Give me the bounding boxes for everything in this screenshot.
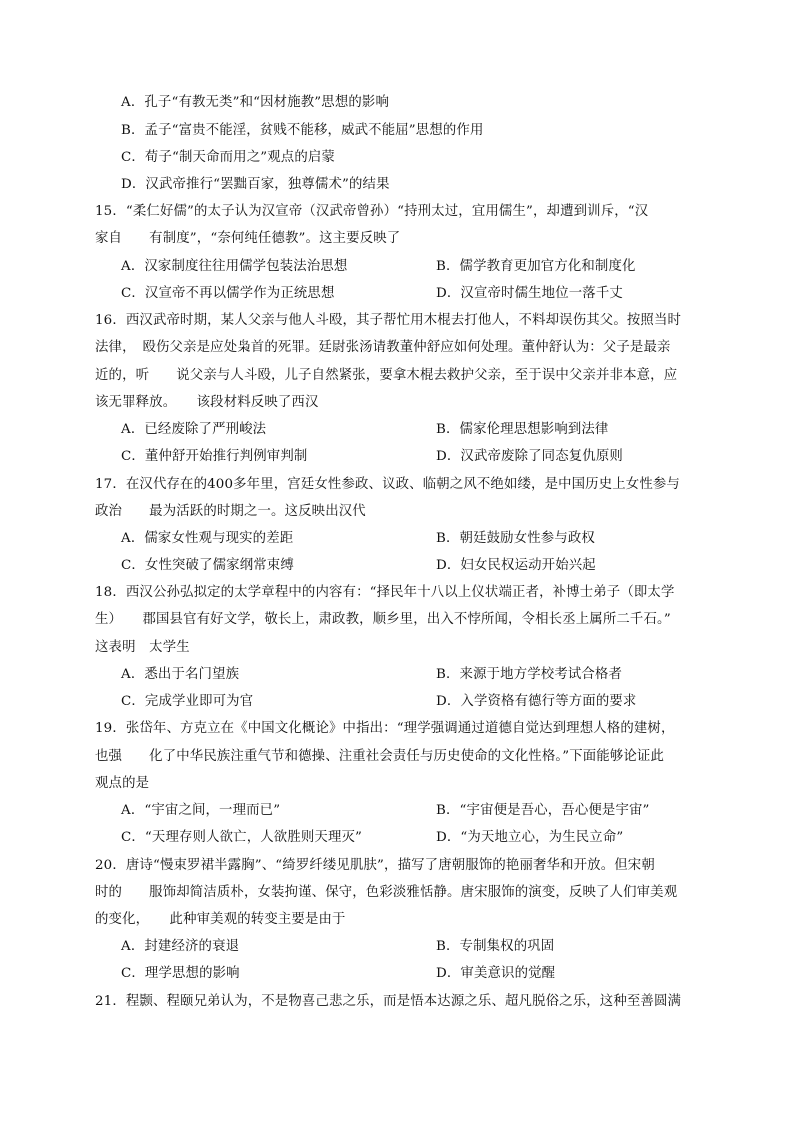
- q20-option-d: D．审美意识的觉醒: [436, 966, 556, 981]
- q14-option-a: A．孔子“有教无类”和“因材施教”思想的影响: [121, 95, 389, 110]
- q20-stem-line3: 的变化， 此种审美观的转变主要是由于: [95, 912, 346, 927]
- q15-option-c: C．汉宣帝不再以儒学作为正统思想: [121, 286, 335, 301]
- q15-stem-line2: 家自 有制度”，“奈何纯任德教”。这主要反映了: [95, 231, 401, 246]
- q21-stem-line1: 21．程颢、程颐兄弟认为，不是物喜己悲之乐，而是悟本达源之乐、超凡脱俗之乐，这种至善圆满: [95, 994, 682, 1009]
- q20-stem-line1: 20．唐诗“慢束罗裙半露胸”、“绮罗纤缕见肌肤”，描写了唐朝服饰的艳丽奢华和开放。但宋朝: [95, 858, 655, 873]
- q16-option-b: B．儒家伦理思想影响到法律: [436, 422, 609, 437]
- q17-stem-line1: 17．在汉代存在的400多年里，宫廷女性参政、议政、临朝之风不绝如缕，是中国历史上女性参与: [95, 477, 680, 492]
- q14-option-d: D．汉武帝推行“罢黜百家，独尊儒术”的结果: [121, 177, 390, 192]
- q14-option-b: B．孟子“富贵不能淫，贫贱不能移，威武不能屈”思想的作用: [121, 123, 484, 138]
- q18-stem-line1: 18．西汉公孙弘拟定的太学章程中的内容有：“择民年十八以上仪状端正者，补博士弟子（即太学: [95, 585, 675, 600]
- q18-stem-line2: 生） 郡国县官有好文学，敬长上，肃政教，顺乡里，出入不悖所闻，令相长丞上属所二千石。”: [95, 612, 671, 627]
- q15-option-a: A．汉家制度往往用儒学包装法治思想: [121, 259, 348, 274]
- q14-option-c: C．荀子“制天命而用之”观点的启蒙: [121, 150, 335, 165]
- q18-option-c: C．完成学业即可为官: [121, 694, 254, 709]
- q17-option-a: A．儒家女性观与现实的差距: [121, 531, 294, 546]
- q19-stem-line2: 也强 化了中华民族注重气节和德操、注重社会责任与历史使命的文化性格。”下面能够论证此: [95, 749, 664, 764]
- q19-option-d: D．“为天地立心，为生民立命”: [436, 830, 624, 845]
- q15-stem-line1: 15．“柔仁好儒”的太子认为汉宣帝（汉武帝曾孙）“持刑太过，宜用儒生”，却遭到训斥，“汉: [95, 204, 649, 219]
- q18-option-d: D．入学资格有德行等方面的要求: [436, 694, 637, 709]
- q17-option-c: C．女性突破了儒家纲常束缚: [121, 558, 294, 573]
- q16-stem-line1: 16．西汉武帝时期，某人父亲与他人斗殴，其子帮忙用木棍去打他人，不料却误伤其父。按照当时: [95, 313, 682, 328]
- q16-stem-line4: 该无罪释放。 该段材料反映了西汉: [95, 395, 319, 410]
- q18-option-a: A．悉出于名门望族: [121, 667, 240, 682]
- q15-option-d: D．汉宣帝时儒生地位一落千丈: [436, 286, 623, 301]
- q15-option-b: B．儒学教育更加官方化和制度化: [436, 259, 636, 274]
- q20-option-b: B．专制集权的巩固: [436, 939, 555, 954]
- q20-option-c: C．理学思想的影响: [121, 966, 240, 981]
- q17-option-b: B．朝廷鼓励女性参与政权: [436, 531, 595, 546]
- q20-stem-line2: 时的 服饰却简洁质朴，女装拘谨、保守，色彩淡雅恬静。唐宋服饰的演变，反映了人们审美观: [95, 885, 678, 900]
- q19-option-a: A．“宇宙之间，一理而已”: [121, 803, 281, 818]
- q16-option-a: A．已经废除了严刑峻法: [121, 422, 267, 437]
- q18-option-b: B．来源于地方学校考试合格者: [436, 667, 623, 682]
- q16-option-c: C．董仲舒开始推行判例审判制: [121, 449, 308, 464]
- q19-stem-line3: 观点的是: [95, 776, 150, 791]
- q19-option-b: B．“宇宙便是吾心，吾心便是宇宙”: [436, 803, 650, 818]
- q18-stem-line3: 这表明 太学生: [95, 640, 190, 655]
- q16-stem-line2: 法律， 殴伤父亲是应处枭首的死罪。廷尉张汤请教董仲舒应如何处理。董仲舒认为：父子是最亲: [95, 340, 671, 355]
- q17-option-d: D．妇女民权运动开始兴起: [436, 558, 596, 573]
- q17-stem-line2: 政治 最为活跃的时期之一。这反映出汉代: [95, 504, 366, 519]
- q16-stem-line3: 近的，听 说父亲与人斗殴，儿子自然紧张，要拿木棍去救护父亲，至于误中父亲并非本意，应: [95, 368, 678, 383]
- q19-option-c: C．“天理存则人欲亡，人欲胜则天理灭”: [121, 830, 363, 845]
- q20-option-a: A．封建经济的衰退: [121, 939, 240, 954]
- q19-stem-line1: 19．张岱年、方克立在《中国文化概论》中指出：“理学强调通过道德自觉达到理想人格的建树，: [95, 721, 675, 736]
- q16-option-d: D．汉武帝废除了同态复仇原则: [436, 449, 623, 464]
